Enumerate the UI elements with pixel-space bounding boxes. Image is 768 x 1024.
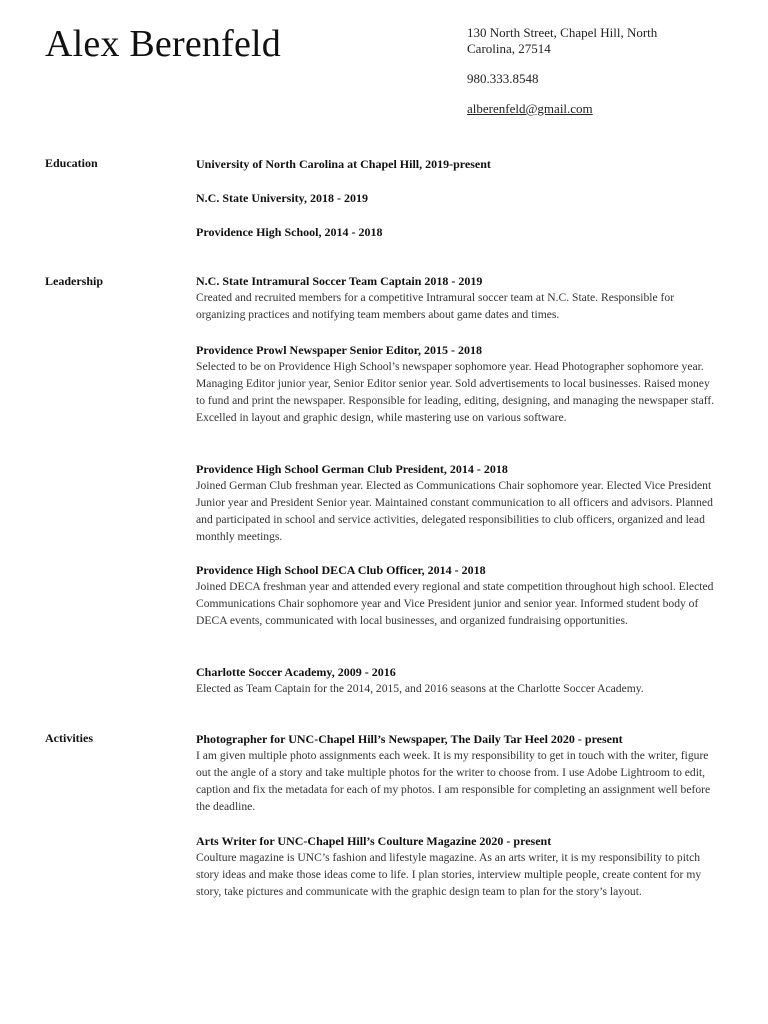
phone-number: 980.333.8548 bbox=[467, 71, 539, 86]
education-item: N.C. State University, 2018 - 2019 bbox=[196, 191, 368, 205]
contact-block bbox=[467, 25, 707, 117]
section-label-leadership: Leadership bbox=[45, 274, 104, 288]
leadership-section bbox=[196, 664, 720, 697]
entry-title: Providence High School DECA Club Officer, 2014 - 2018 bbox=[196, 563, 486, 577]
education-item: University of North Carolina at Chapel Hill, 2019-present bbox=[196, 157, 491, 171]
resume-name: Alex Berenfeld bbox=[45, 23, 281, 65]
email-link[interactable]: alberenfeld@gmail.com bbox=[467, 101, 593, 116]
education-section bbox=[196, 156, 720, 258]
entry-title: Arts Writer for UNC-Chapel Hill’s Coulture Magazine 2020 - present bbox=[196, 834, 552, 848]
leadership-entry bbox=[196, 664, 720, 697]
activity-entry bbox=[196, 833, 720, 900]
entry-description: Elected as Team Captain for the 2014, 2015, and 2016 seasons at the Charlotte Soccer Academy. bbox=[196, 682, 644, 695]
education-item: Providence High School, 2014 - 2018 bbox=[196, 225, 383, 239]
leadership-entry bbox=[196, 342, 720, 426]
entry-description: I am given multiple photo assignments each week. It is my responsibility to get in touch with the writer, figure out the angle of a story and take multiple photos for the writer to choose from. I use Adobe Lightroom to edit, caption and fix the metadata for each of my photos. I am responsible for completing an assignment well before the deadline. bbox=[196, 749, 711, 813]
entry-title: N.C. State Intramural Soccer Team Captain 2018 - 2019 bbox=[196, 274, 483, 288]
entry-description: Joined German Club freshman year. Elected as Communications Chair sophomore year. Elected Vice President Junior year and President Senior year. Maintained constant communication to all officers and advisors. Planned and participated in school and service activities, delegated responsibilities to club officers, organized and lead monthly meetings. bbox=[196, 479, 713, 543]
section-label-education: Education bbox=[45, 156, 98, 170]
section-label-activities: Activities bbox=[45, 731, 93, 745]
leadership-section bbox=[196, 562, 720, 629]
entry-title: Providence Prowl Newspaper Senior Editor, 2015 - 2018 bbox=[196, 343, 482, 357]
entry-title: Providence High School German Club President, 2014 - 2018 bbox=[196, 462, 508, 476]
entry-title: Charlotte Soccer Academy, 2009 - 2016 bbox=[196, 665, 396, 679]
address: 130 North Street, Chapel Hill, North Carolina, 27514 bbox=[467, 25, 658, 56]
activities-section bbox=[196, 731, 720, 815]
leadership-section bbox=[196, 461, 720, 545]
entry-title: Photographer for UNC-Chapel Hill’s Newspaper, The Daily Tar Heel 2020 - present bbox=[196, 732, 623, 746]
entry-description: Joined DECA freshman year and attended every regional and state competition throughout high school. Elected Communications Chair sophomore year and Vice President junior and senior year. Informed student body of DECA events, communicated with local businesses, and organized fundraising opportunities. bbox=[196, 580, 714, 627]
leadership-section bbox=[196, 342, 720, 426]
leadership-entry bbox=[196, 461, 720, 545]
activity-entry bbox=[196, 731, 720, 815]
leadership-entry bbox=[196, 273, 720, 323]
entry-description: Selected to be on Providence High School’s newspaper sophomore year. Head Photographer sophomore year. Managing Editor junior year, Senior Editor senior year. Sold advertisements to local businesses. Raised money to fund and print the newspaper. Responsible for leading, editing, designing, and managing the newspaper staff. Excelled in layout and graphic design, while mastering use on various software. bbox=[196, 360, 715, 424]
entry-description: Coulture magazine is UNC’s fashion and lifestyle magazine. As an arts writer, it is my responsibility to pitch story ideas and make those ideas come to life. I plan stories, interview multiple people, create content for my story, take pictures and communicate with the graphic design team to plan for the story’s layout. bbox=[196, 851, 702, 898]
leadership-section bbox=[196, 273, 720, 323]
entry-description: Created and recruited members for a competitive Intramural soccer team at N.C. State. Responsible for organizing practices and notifying team members about game dates and times. bbox=[196, 291, 675, 321]
activities-section bbox=[196, 833, 720, 900]
leadership-entry bbox=[196, 562, 720, 629]
